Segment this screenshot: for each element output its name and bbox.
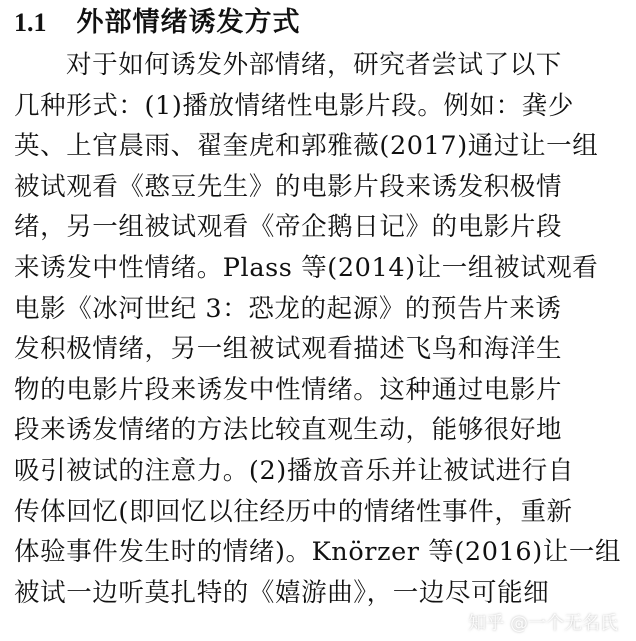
paragraph-line: 对于如何诱发外部情绪，研究者尝试了以下 bbox=[66, 50, 562, 80]
paragraph-line: 段来诱发情绪的方法比较直观生动，能够很好地 bbox=[14, 415, 563, 446]
paragraph-line: 被试一边听莫扎特的《嬉游曲》，一边尽可能细 bbox=[14, 577, 550, 608]
watermark: 知乎 @一个无名氏 bbox=[468, 613, 618, 634]
paragraph-line: 吸引被试的注意力。(2)播放音乐并让被试进行自 bbox=[14, 455, 574, 486]
paragraph-line: 几种形式：(1)播放情绪性电影片段。例如：龚少 bbox=[14, 90, 574, 121]
paragraph-line: 绪，另一组被试观看《帝企鹅日记》的电影片段 bbox=[14, 212, 563, 243]
paragraph-line: 体验事件发生时的情绪)。Knörzer 等(2016)让一组 bbox=[14, 537, 622, 568]
paragraph-line: 来诱发中性情绪。Plass 等(2014)让一组被试观看 bbox=[14, 252, 599, 283]
section-heading bbox=[14, 6, 301, 40]
paragraph-line: 英、上官晨雨、翟奎虎和郭雅薇(2017)通过让一组 bbox=[14, 131, 599, 162]
paragraph-line: 物的电影片段来诱发中性情绪。这种通过电影片 bbox=[14, 374, 563, 405]
paragraph-line: 被试观看《憨豆先生》的电影片段来诱发积极情 bbox=[14, 171, 563, 202]
paragraph-line: 电影《冰河世纪 3：恐龙的起源》的预告片来诱 bbox=[14, 293, 562, 324]
section-title: 外部情绪诱发方式 bbox=[76, 7, 301, 38]
body-paragraph bbox=[14, 45, 626, 613]
paragraph-line: 传体回忆(即回忆以往经历中的情绪性事件，重新 bbox=[14, 496, 573, 527]
paragraph-line: 发积极情绪，另一组被试观看描述飞鸟和海洋生 bbox=[14, 334, 563, 365]
section-number: 1.1 bbox=[14, 8, 47, 37]
